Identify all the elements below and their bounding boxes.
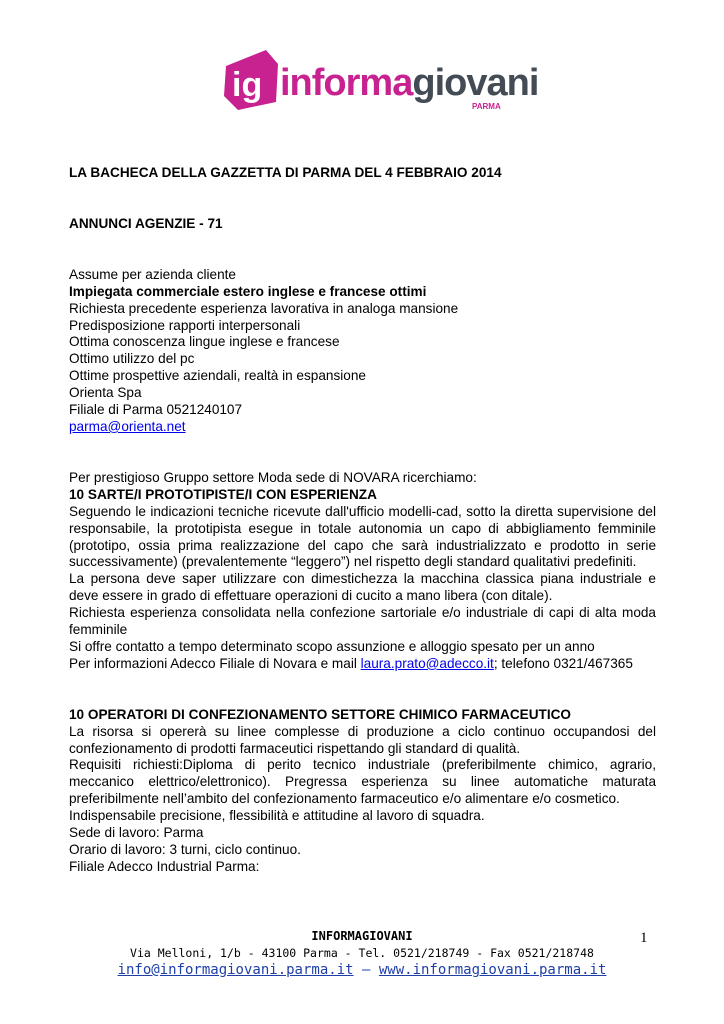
document-body <box>69 165 656 876</box>
ad-intro: Assume per azienda cliente <box>69 266 236 282</box>
ad-line: Richiesta precedente esperienza lavorativa in analoga mansione <box>69 300 459 316</box>
ad-line: Orario di lavoro: 3 turni, ciclo continuo. <box>69 842 301 857</box>
ad-1 <box>69 267 656 436</box>
ad-heading: 10 OPERATORI DI CONFEZIONAMENTO SETTORE CHIMICO FARMACEUTICO <box>69 706 571 722</box>
footer-email-link[interactable]: info@informagiovani.parma.it <box>117 962 354 978</box>
ig-logo-icon <box>218 44 288 114</box>
ad-paragraph: Seguendo le indicazioni tecniche ricevute dall'ufficio modelli-cad, sotto la diretta supervisione del responsabile, la prototipista esegue in totale autonomia un capo di abbigliamento femminile (prototipo, ossia prima realizzazione del capo che sarà industrializzato e prodotto in serie successivamente) (prevalentemente “leggero”) nel rispetto degli standard qualitativi predefiniti. <box>69 503 656 570</box>
informagiovani-logo <box>218 44 539 114</box>
ad-line: Orienta Spa <box>69 385 142 401</box>
ad-paragraph: Requisiti richiesti:Diploma di perito tecnico industriale (preferibilmente chimico, agrario, meccanico elettrico/elettronico). Pregressa esperienza su linee automatiche maturata preferibilmente nell’ambito del confezionamento farmaceutico e/o alimentare e/o cosmetico. <box>69 757 656 807</box>
ad-line: Ottime prospettive aziendali, realtà in espansione <box>69 368 366 384</box>
ad-contact: Per informazioni Adecco Filiale di Novara e mail laura.prato@adecco.it; telefono 0321/467365 <box>69 655 633 671</box>
ad-paragraph: Si offre contatto a tempo determinato scopo assunzione e alloggio spesato per un anno <box>69 638 595 654</box>
ad-heading: 10 SARTE/I PROTOTIPISTE/I CON ESPERIENZA <box>69 486 377 502</box>
logo-wordmark: informagiovani <box>280 62 539 104</box>
ad-2 <box>69 470 656 673</box>
ad-paragraph: La risorsa si opererà su linee complesse di produzione a ciclo continuo occupandosi del confezionamento di prodotti farmaceutici rispettando gli standard di qualità. <box>69 723 656 756</box>
ad-heading: Impiegata commerciale estero inglese e francese ottimi <box>69 283 427 299</box>
footer-web-link[interactable]: www.informagiovani.parma.it <box>378 962 607 978</box>
footer-address: Via Melloni, 1/b - 43100 Parma - Tel. 0521/218749 - Fax 0521/218748 <box>130 946 594 960</box>
logo-subtitle: PARMA <box>472 102 501 111</box>
footer-links: info@informagiovani.parma.it – www.informagiovani.parma.it <box>117 962 607 978</box>
ad-line: Filiale Adecco Industrial Parma: <box>69 858 260 874</box>
ad-line: Ottima conoscenza lingue inglese e francese <box>69 334 340 350</box>
ad-intro: Per prestigioso Gruppo settore Moda sede di NOVARA ricerchiamo: <box>69 469 477 485</box>
page-footer <box>0 929 724 978</box>
page-title: LA BACHECA DELLA GAZZETTA DI PARMA DEL 4 FEBBRAIO 2014 <box>69 165 502 180</box>
email-link[interactable]: laura.prato@adecco.it <box>360 655 494 671</box>
ad-3 <box>69 707 656 876</box>
footer-org: INFORMAGIOVANI <box>311 929 413 943</box>
section-title: ANNUNCI AGENZIE - 71 <box>69 215 223 231</box>
page-number: 1 <box>640 930 648 946</box>
ad-line: Predisposizione rapporti interpersonali <box>69 317 301 333</box>
ad-line: Ottimo utilizzo del pc <box>69 351 195 367</box>
ad-paragraph: Richiesta esperienza consolidata nella confezione sartoriale e/o industriale di capi di alta moda femminile <box>69 605 656 638</box>
ad-paragraph: La persona deve saper utilizzare con dimestichezza la macchina classica piana industriale e deve essere in grado di effettuare operazioni di cucito a mano libera (con ditale). <box>69 571 656 604</box>
email-link[interactable]: parma@orienta.net <box>69 418 186 434</box>
ad-line: Indispensabile precisione, flessibilità e attitudine al lavoro di squadra. <box>69 808 485 824</box>
logo-mark: ig <box>232 66 263 104</box>
ad-line: Filiale di Parma 0521240107 <box>69 402 243 418</box>
ad-line: Sede di lavoro: Parma <box>69 825 204 841</box>
